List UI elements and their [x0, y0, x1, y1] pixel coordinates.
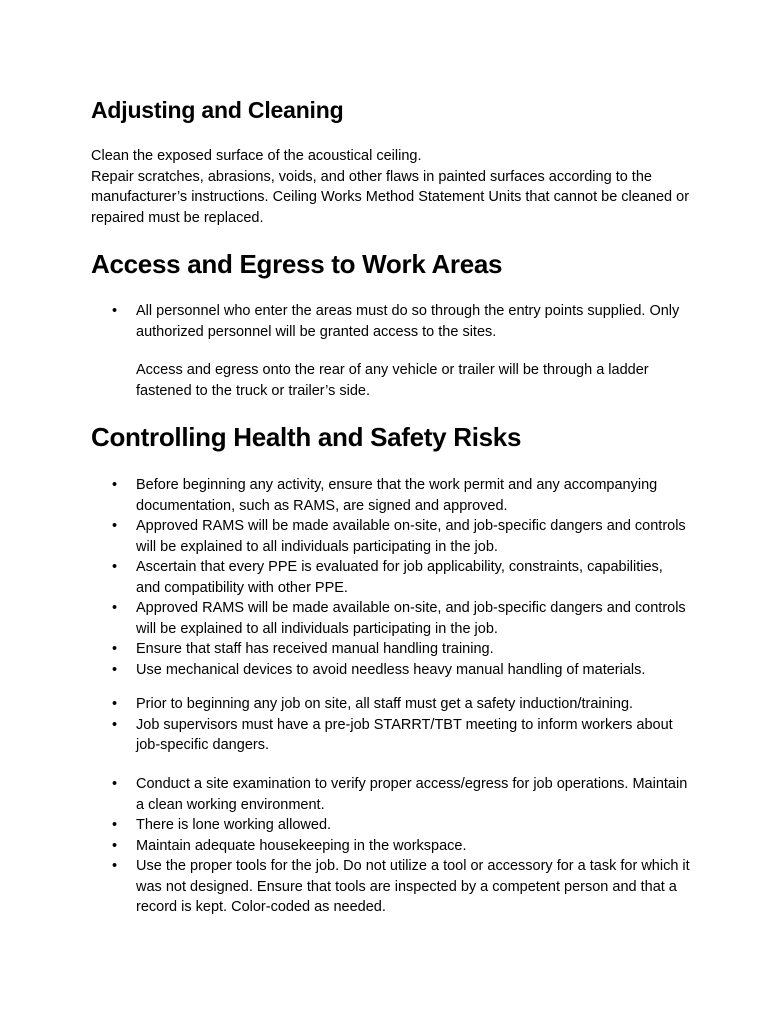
list-item: • Job supervisors must have a pre-job STARRT/TBT meeting to inform workers about job-specific dangers.	[91, 715, 691, 756]
health-safety-list-3	[91, 774, 691, 918]
access-egress-list	[91, 301, 691, 342]
section-heading-health-safety: Controlling Health and Safety Risks	[91, 422, 522, 452]
health-safety-list-2	[91, 694, 691, 756]
adjusting-cleaning-text	[91, 146, 691, 228]
list-item: • Prior to beginning any job on site, all staff must get a safety induction/training.	[91, 694, 691, 715]
section-heading-access-egress: Access and Egress to Work Areas	[91, 249, 503, 279]
paragraph-line: Repair scratches, abrasions, voids, and other flaws in painted surfaces according to the manufacturer’s instructions. Ceiling Works Method Statement Units that cannot be cleaned or repaired must be replaced.	[91, 168, 690, 226]
list-item: • Before beginning any activity, ensure that the work permit and any accompanying documentation, such as RAMS, are signed and approved.	[91, 475, 691, 516]
section-heading-adjusting-cleaning: Adjusting and Cleaning	[91, 97, 344, 123]
list-item: • There is lone working allowed.	[91, 815, 691, 836]
list-item: • Use mechanical devices to avoid needless heavy manual handling of materials.	[91, 660, 691, 681]
list-item: • All personnel who enter the areas must do so through the entry points supplied. Only authorized personnel will be granted access to the sites.	[91, 301, 691, 342]
list-item: • Use the proper tools for the job. Do not utilize a tool or accessory for a task for which it was not designed. Ensure that tools are inspected by a competent person and that a record is kept. Color-coded as needed.	[91, 856, 691, 918]
paragraph-line: Clean the exposed surface of the acoustical ceiling.	[91, 148, 422, 164]
access-egress-continuation: Access and egress onto the rear of any vehicle or trailer will be through a ladder fastened to the truck or trailer’s side.	[136, 362, 649, 399]
list-item: • Ensure that staff has received manual handling training.	[91, 639, 691, 660]
list-item: • Ascertain that every PPE is evaluated for job applicability, constraints, capabilities, and compatibility with other PPE.	[91, 557, 691, 598]
list-item: • Approved RAMS will be made available on-site, and job-specific dangers and controls will be explained to all individuals participating in the job.	[91, 598, 691, 639]
list-item: • Approved RAMS will be made available on-site, and job-specific dangers and controls will be explained to all individuals participating in the job.	[91, 516, 691, 557]
health-safety-list-1	[91, 475, 691, 680]
list-item: • Maintain adequate housekeeping in the workspace.	[91, 836, 691, 857]
list-item: • Conduct a site examination to verify proper access/egress for job operations. Maintain a clean working environment.	[91, 774, 691, 815]
